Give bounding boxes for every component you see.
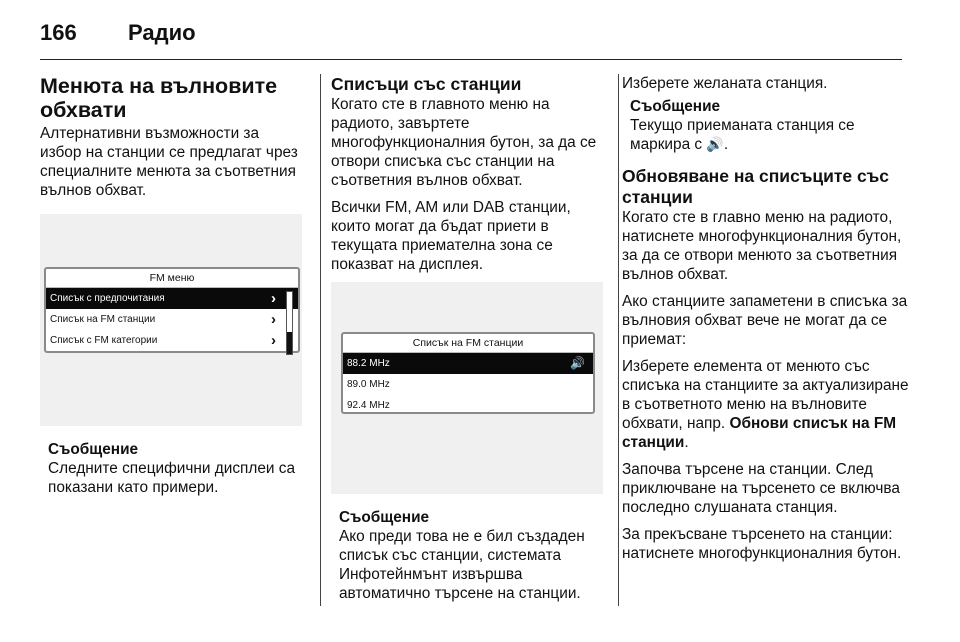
screen-title: FM меню xyxy=(46,269,298,288)
menu-command: Обнови списък на FM станции xyxy=(622,415,897,451)
paragraph: Изберете желаната станция. xyxy=(622,75,828,92)
display-screen xyxy=(341,332,595,414)
chevron-right-icon: › xyxy=(271,290,276,307)
screen-title: Списък на FM станции xyxy=(343,334,593,353)
column-right xyxy=(622,74,912,571)
note-box xyxy=(339,508,609,603)
chevron-right-icon: › xyxy=(271,311,276,328)
note-text xyxy=(630,116,912,154)
scrollbar xyxy=(286,291,293,355)
paragraph: Всички FM, AM или DAB станции, които могат да бъдат приети в текущата приемателна зона се показват на дисплея. xyxy=(331,199,571,273)
paragraph-text: Изберете елемента от менюто със списъка на станциите за актуализиране в съответното меню на вълновите обхвати, напр. xyxy=(622,358,909,432)
note-text: Следните специфични дисплеи са показани като примери. xyxy=(48,460,296,496)
station-row xyxy=(343,395,593,416)
note-text-tail: . xyxy=(723,136,729,153)
display-screen xyxy=(44,267,300,353)
display-illustration xyxy=(331,282,603,494)
station-frequency: 88.2 MHz xyxy=(347,358,390,369)
column-left xyxy=(40,74,302,497)
menu-item-label: Списък на FM станции xyxy=(50,314,156,325)
column-divider xyxy=(618,74,619,606)
column-divider xyxy=(320,74,321,606)
speaker-icon: 🔊 xyxy=(706,136,724,152)
section-heading: Списъци със станции xyxy=(331,74,522,94)
menu-item xyxy=(46,330,298,351)
chevron-right-icon: › xyxy=(271,332,276,349)
header-rule xyxy=(40,59,902,60)
paragraph: За прекъсване търсенето на станции: натиснете многофункционалния бутон. xyxy=(622,526,902,562)
menu-item-label: Списък с предпочитания xyxy=(50,293,165,304)
page-number: 166 xyxy=(40,20,77,45)
note-text: Ако преди това не е бил създаден списък със станции, системата Инфотейнмънт извършва автоматично търсене на станции. xyxy=(339,528,585,602)
scrollbar-thumb xyxy=(287,332,292,354)
note-title: Съобщение xyxy=(339,509,430,526)
paragraph: Започва търсене на станции. След приключване на търсенето се включва последно слушаната станция. xyxy=(622,461,900,516)
paragraph xyxy=(622,357,912,452)
note-title: Съобщение xyxy=(630,98,721,115)
note-box xyxy=(48,440,302,497)
paragraph: Алтернативни възможности за избор на станции се предлагат чрез специалните менюта за съответния вълнов обхват. xyxy=(40,125,298,199)
page-header xyxy=(40,14,920,54)
section-heading: Менюта на вълновите обхвати xyxy=(40,74,278,122)
menu-item xyxy=(46,288,298,309)
column-middle xyxy=(331,74,609,603)
speaker-icon: 🔊 xyxy=(570,356,585,370)
station-row xyxy=(343,374,593,395)
paragraph-end: . xyxy=(684,434,689,451)
paragraph: Когато сте в главното меню на радиото, завъртете многофункционалния бутон, за да се отвори списъка със станции на съответния вълнов обхват. xyxy=(331,96,597,189)
note-box xyxy=(630,97,912,154)
station-row xyxy=(343,353,593,374)
note-text-body: Текущо приеманата станция се маркира с xyxy=(630,117,855,153)
station-frequency: 89.0 MHz xyxy=(347,379,390,390)
page-title: Радио xyxy=(128,20,196,45)
menu-item-label: Списък с FM категории xyxy=(50,335,158,346)
section-heading: Обновяване на списъците със станции xyxy=(622,166,890,207)
menu-item xyxy=(46,309,298,330)
paragraph: Ако станциите запаметени в списъка за вълновия обхват вече не могат да се приемат: xyxy=(622,293,908,348)
note-title: Съобщение xyxy=(48,441,139,458)
station-frequency: 92.4 MHz xyxy=(347,400,390,411)
paragraph: Когато сте в главно меню на радиото, натиснете многофункционалния бутон, за да се отвори менюто за съответния вълнов обхват. xyxy=(622,209,902,283)
display-illustration xyxy=(40,214,302,426)
